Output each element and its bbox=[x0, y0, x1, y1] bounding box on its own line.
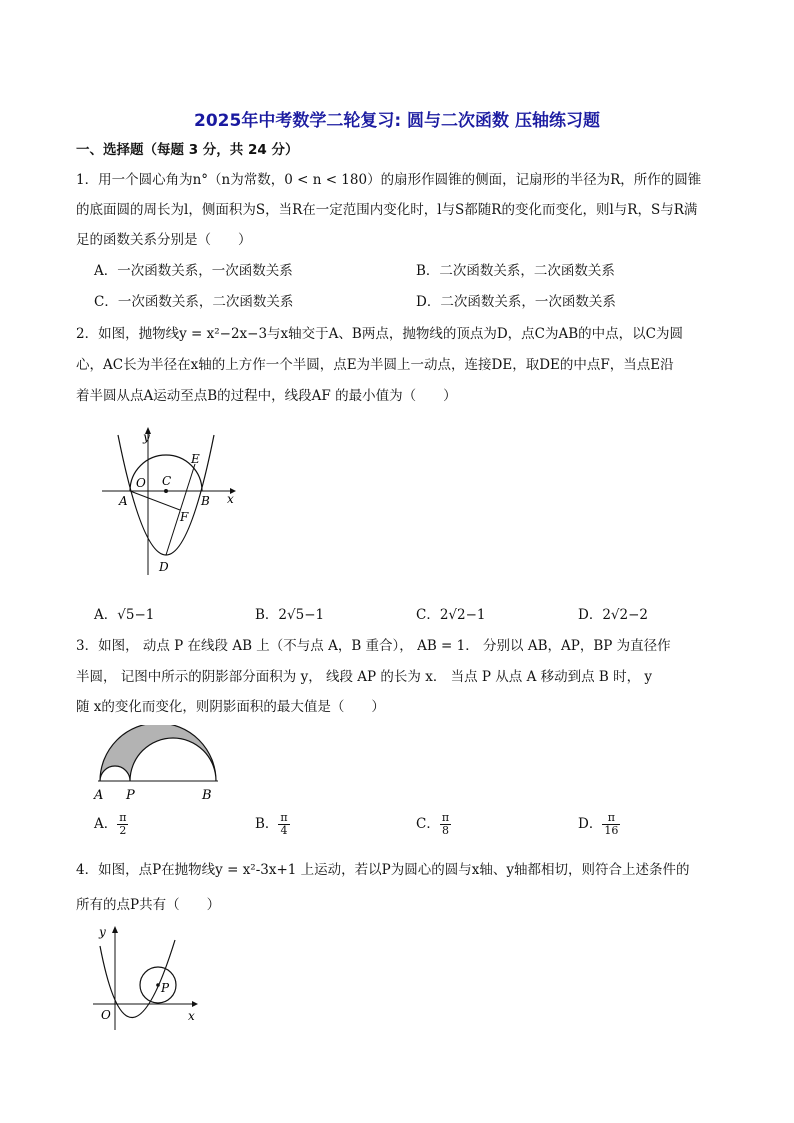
q2-line-2: 心，AC长为半径在x轴的上方作一个半圆，点E为半圆上一动点，连接DE，取DE的中点F，当点E沿 bbox=[76, 357, 674, 373]
section-heading: 一、选择题（每题 3 分，共 24 分） bbox=[76, 142, 299, 158]
q2-option-a[interactable]: A．√5−1 bbox=[94, 607, 155, 623]
q2-figure bbox=[98, 425, 243, 577]
q3-option-a-letter: A． bbox=[94, 816, 118, 832]
q3-label-a: A bbox=[94, 788, 104, 803]
q1-line-3: 足的函数关系分别是（ ） bbox=[76, 232, 252, 248]
q3-line-3: 随 x的变化而变化，则阴影面积的最大值是（ ） bbox=[76, 699, 385, 715]
q1-option-d[interactable]: D．二次函数关系，一次函数关系 bbox=[416, 294, 616, 310]
q3-figure bbox=[92, 725, 222, 805]
q3-option-a-den: 2 bbox=[119, 824, 127, 837]
q3-option-b-den: 4 bbox=[280, 824, 288, 837]
q1-option-a[interactable]: A．一次函数关系，一次函数关系 bbox=[94, 263, 293, 279]
q2-label-y: y bbox=[143, 430, 150, 444]
q2-label-o: O bbox=[136, 476, 146, 490]
q4-label-p: P bbox=[161, 981, 170, 995]
q3-option-b[interactable] bbox=[255, 812, 290, 837]
q1-line-2: 的底面圆的周长为l，侧面积为S，当R在一定范围内变化时，l与S都随R的变化而变化，则l与R，S与R满 bbox=[76, 202, 698, 218]
q4-figure bbox=[88, 922, 208, 1034]
q2-label-b: B bbox=[201, 494, 210, 508]
q3-option-c-letter: C． bbox=[416, 816, 440, 832]
q3-option-c[interactable] bbox=[416, 812, 451, 837]
q3-label-p: P bbox=[126, 788, 135, 803]
q4-line-2: 所有的点P共有（ ） bbox=[76, 897, 221, 913]
q2-label-e: E bbox=[191, 452, 200, 466]
q2-label-c: C bbox=[162, 474, 172, 488]
q3-option-c-den: 8 bbox=[441, 824, 449, 837]
q3-option-b-num: π bbox=[280, 811, 288, 824]
q3-option-d-num: π bbox=[602, 812, 620, 825]
q4-line-1: 4．如图，点P在抛物线y = x²-3x+1 上运动，若以P为圆心的圆与x轴、y轴都相切，则符合上述条件的 bbox=[76, 862, 690, 878]
q2-label-d: D bbox=[159, 560, 169, 574]
q2-line-1: 2．如图，抛物线y = x²−2x−3与x轴交于A、B两点，抛物线的顶点为D，点C为AB的中点，以C为圆 bbox=[76, 326, 683, 342]
q3-option-b-letter: B． bbox=[255, 816, 279, 832]
q2-option-b[interactable]: B．2√5−1 bbox=[255, 607, 325, 623]
q4-label-y: y bbox=[99, 925, 106, 939]
q3-option-d-letter: D． bbox=[578, 816, 603, 832]
q3-label-b: B bbox=[202, 788, 212, 803]
q1-line-1: 1．用一个圆心角为n°（n为常数，0 < n < 180）的扇形作圆锥的侧面，记扇形的半径为R，所作的圆锥 bbox=[76, 172, 702, 188]
q3-option-a-num: π bbox=[119, 811, 127, 824]
q3-line-1: 3．如图， 动点 P 在线段 AB 上（不与点 A，B 重合）， AB = 1． 分别以 AB，AP，BP 为直径作 bbox=[76, 638, 671, 654]
q3-option-d[interactable] bbox=[578, 812, 620, 837]
q3-option-c-num: π bbox=[441, 811, 450, 824]
q3-line-2: 半圆， 记图中所示的阴影部分面积为 y， 线段 AP 的长为 x． 当点 P 从点 A 移动到点 B 时， y bbox=[76, 669, 653, 685]
q2-label-x: x bbox=[227, 492, 234, 506]
q2-label-f: F bbox=[180, 510, 189, 524]
q4-label-o: O bbox=[101, 1008, 111, 1022]
q1-option-c[interactable]: C．一次函数关系，二次函数关系 bbox=[94, 294, 294, 310]
q1-option-b[interactable]: B．二次函数关系，二次函数关系 bbox=[416, 263, 615, 279]
q4-label-x: x bbox=[188, 1009, 195, 1023]
page-title: 2025年中考数学二轮复习: 圆与二次函数 压轴练习题 bbox=[194, 111, 600, 131]
q3-option-a[interactable] bbox=[94, 812, 128, 837]
q3-option-d-den: 16 bbox=[604, 824, 619, 837]
q2-option-c[interactable]: C．2√2−1 bbox=[416, 607, 486, 623]
q2-option-d[interactable]: D．2√2−2 bbox=[578, 607, 649, 623]
q2-line-3: 着半圆从点A运动至点B的过程中，线段AF 的最小值为（ ） bbox=[76, 388, 457, 404]
q2-label-a: A bbox=[119, 494, 128, 508]
